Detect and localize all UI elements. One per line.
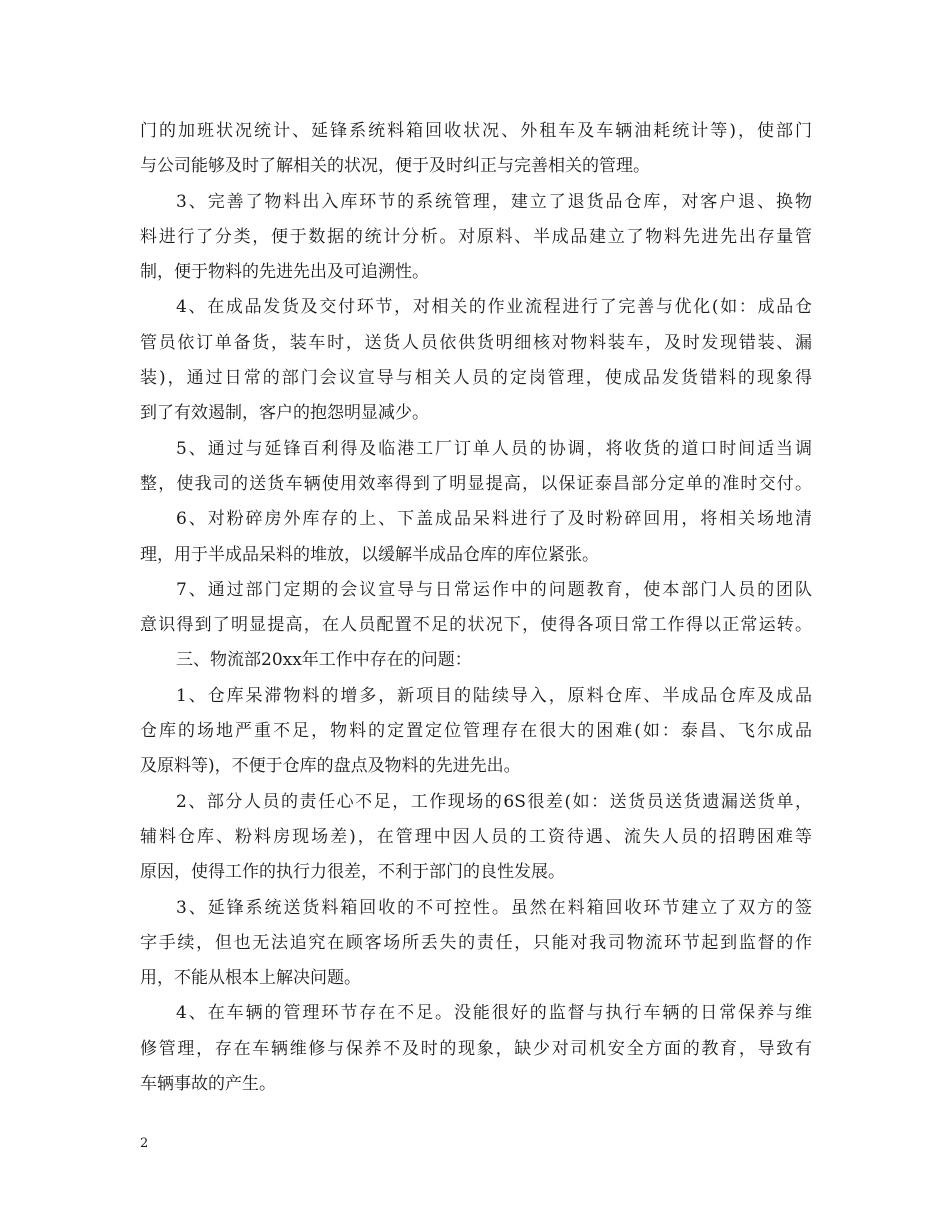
text-line: 原因，使得工作的执行力很差，不利于部门的良性发展。 (140, 862, 565, 883)
text-line: 与公司能够及时了解相关的状况，便于及时纠正与完善相关的管理。 (140, 156, 650, 177)
text-line: 三、物流部20xx年工作中存在的问题： (176, 650, 472, 671)
body-text (140, 114, 812, 1102)
text-line: 3、延锋系统送货料箱回收的不可控性。虽然在料箱回收环节建立了双方的签 (176, 897, 812, 918)
text-line: 及原料等)，不便于仓库的盘点及物料的先进先出。 (140, 756, 521, 777)
text-line: 5、通过与延锋百利得及临港工厂订单人员的协调，将收货的道口时间适当调 (176, 438, 812, 459)
page-number: 2 (140, 1136, 149, 1151)
text-line: 修管理，存在车辆维修与保养不及时的现象，缺少对司机安全方面的教育，导致有 (140, 1038, 812, 1059)
text-line: 管员依订单备货，装车时，送货人员依供货明细核对物料装车，及时发现错装、漏 (140, 332, 812, 353)
text-line: 意识得到了明显提高，在人员配置不足的状况下，使得各项日常工作得以正常运转。 (140, 615, 812, 636)
text-line: 6、对粉碎房外库存的上、下盖成品呆料进行了及时粉碎回用，将相关场地清 (176, 509, 812, 530)
text-line: 到了有效遏制，客户的抱怨明显减少。 (140, 403, 429, 424)
text-line: 辅料仓库、粉料房现场差)，在管理中因人员的工资待遇、流失人员的招聘困难等 (140, 826, 812, 847)
text-line: 制，便于物料的先进先出及可追溯性。 (140, 262, 429, 283)
text-line: 4、在成品发货及交付环节，对相关的作业流程进行了完善与优化(如：成品仓 (176, 297, 812, 318)
text-line: 门的加班状况统计、延锋系统料箱回收状况、外租车及车辆油耗统计等)，使部门 (140, 121, 812, 141)
text-line: 料进行了分类，便于数据的统计分析。对原料、半成品建立了物料先进先出存量管 (140, 226, 812, 247)
text-line: 整，使我司的送货车辆使用效率得到了明显提高，以保证泰昌部分定单的准时交付。 (140, 473, 812, 494)
text-line: 用，不能从根本上解决问题。 (140, 968, 361, 989)
text-line: 4、在车辆的管理环节存在不足。没能很好的监督与执行车辆的日常保养与维 (176, 1003, 812, 1024)
text-line: 7、通过部门定期的会议宣导与日常运作中的问题教育，使本部门人员的团队 (176, 579, 812, 600)
text-line: 3、完善了物料出入库环节的系统管理，建立了退货品仓库，对客户退、换物 (176, 191, 812, 212)
text-line: 字手续，但也无法追究在顾客场所丢失的责任，只能对我司物流环节起到监督的作 (140, 932, 812, 953)
text-line: 仓库的场地严重不足，物料的定置定位管理存在很大的困难(如：泰昌、飞尔成品 (140, 721, 812, 742)
text-line: 装)，通过日常的部门会议宣导与相关人员的定岗管理，使成品发货错料的现象得 (140, 368, 812, 389)
text-line: 1、仓库呆滞物料的增多，新项目的陆续导入，原料仓库、半成品仓库及成品 (176, 685, 812, 706)
text-line: 2、部分人员的责任心不足，工作现场的6S很差(如：送货员送货遗漏送货单， (176, 791, 812, 812)
text-line: 理，用于半成品呆料的堆放，以缓解半成品仓库的库位紧张。 (140, 544, 599, 565)
text-line: 车辆事故的产生。 (140, 1074, 276, 1095)
